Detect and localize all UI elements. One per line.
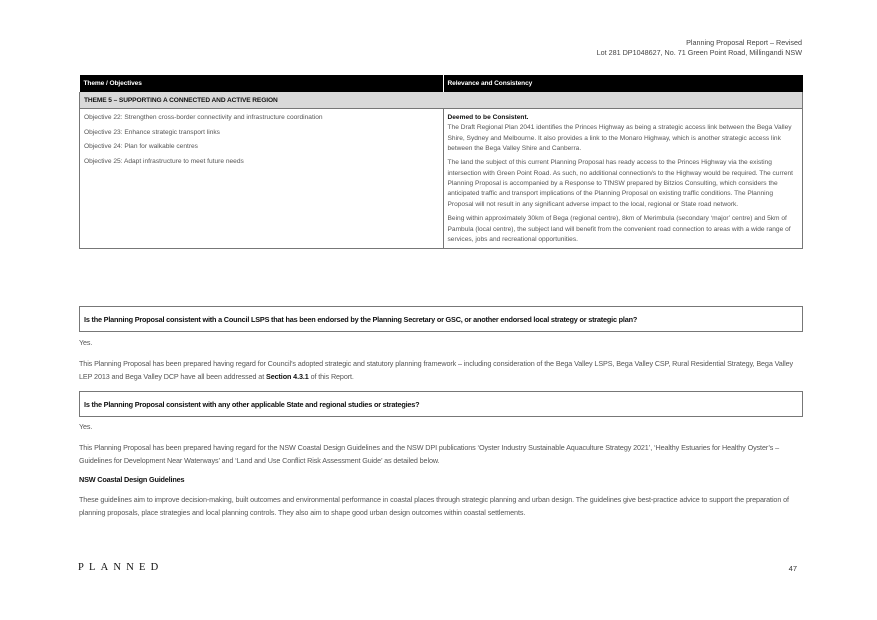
objective-item: Objective 24: Plan for walkable centres — [84, 143, 198, 151]
body-paragraph: This Planning Proposal has been prepared having regard for the NSW Coastal Design Guidelines and the NSW DPI publications ‘Oyster Industry Sustainable Aquaculture Strategy 2021’, ‘Healthy Estuaries for Healthy Oyster’s – Guidelines for Development Near Waterways’ and ‘Land and Use Conflict Risk Assessment Guide’ as detailed below. — [79, 443, 780, 465]
question-title: Is the Planning Proposal consistent with a Council LSPS that has been endorsed by the Planning Secretary or GSC, or another endorsed local strategy or strategic plan? — [84, 315, 638, 324]
table-header-row — [80, 75, 803, 92]
objective-item: Objective 22: Strengthen cross-border connectivity and infrastructure coordination — [84, 114, 323, 121]
running-header — [597, 38, 802, 58]
question-box-state-regional — [79, 391, 803, 417]
theme-row — [80, 92, 803, 109]
consistency-heading: Deemed to be Consistent. — [447, 114, 529, 121]
section-reference: Section 4.3.1 — [266, 371, 309, 381]
answer-text: Yes. — [79, 338, 93, 347]
answer-text: Yes. — [79, 422, 93, 431]
theme-title: THEME 5 – SUPPORTING A CONNECTED AND ACTIVE REGION — [80, 92, 803, 109]
objectives-cell — [80, 109, 444, 249]
question-box-lsps — [79, 306, 803, 332]
column-header-relevance: Relevance and Consistency — [443, 75, 803, 92]
header-title: Planning Proposal Report – Revised — [686, 38, 802, 47]
consistency-paragraph: Being within approximately 30km of Bega (regional centre), 8km of Merimbula (secondary ‘major’ centre) and 5km of Pambula (local centre), the subject land will benefit from the convenient road connection to areas with a wide range of services, jobs and recreational opportunities. — [447, 215, 791, 243]
consistency-paragraph: The Draft Regional Plan 2041 identifies the Princes Highway as being a strategic access link between the Bega Valley Shire, Sydney and Melbourne. It also provides a link to the Monaro Highway, which is another strategic access link between the Bega Valley Shire and Canberra. — [447, 124, 792, 152]
section-heading: NSW Coastal Design Guidelines — [79, 475, 185, 484]
objectives-table — [79, 75, 803, 249]
objective-item: Objective 25: Adapt infrastructure to meet future needs — [84, 157, 244, 165]
consistency-cell — [443, 109, 803, 249]
planned-logo: PLANNED — [78, 562, 164, 573]
consistency-paragraph: The land the subject of this current Planning Proposal has ready access to the Princes Highway via the existing intersection with Green Point Road. As such, no additional connection/s to the Highway would be required. The current Planning Proposal is accompanied by a Response to TfNSW prepared by Bitzios Consulting, which considers the anticipated traffic and transport implications of the Planning Proposal on existing traffic conditions. The Planning Proposal will not result in any significant adverse impact to the local, regional or State road network. — [447, 159, 794, 208]
table-row — [80, 109, 803, 249]
page-number: 47 — [788, 564, 797, 573]
question-title: Is the Planning Proposal consistent with any other applicable State and regional studies or strategies? — [84, 400, 420, 409]
body-paragraph: These guidelines aim to improve decision-making, built outcomes and environmental performance in coastal places through strategic planning and urban design. The guidelines give best-practice advice to support the preparation of planning proposals, place strategies and local planning controls. They also aim to shape good urban design outcomes within coastal settlements. — [79, 495, 789, 517]
objective-item: Objective 23: Enhance strategic transport links — [84, 128, 220, 136]
column-header-theme: Theme / Objectives — [80, 75, 444, 92]
body-paragraph: This Planning Proposal has been prepared having regard for Council’s adopted strategic and statutory planning framework – including consideration of the Bega Valley LSPS, Bega Valley CSP, Rural Residential Strategy, Bega Valley LEP 2013 and Bega Valley DCP have all been addressed at Section 4.3.1 of this Report. — [79, 359, 794, 381]
header-address: Lot 281 DP1048627, No. 71 Green Point Road, Millingandi NSW — [596, 48, 802, 57]
